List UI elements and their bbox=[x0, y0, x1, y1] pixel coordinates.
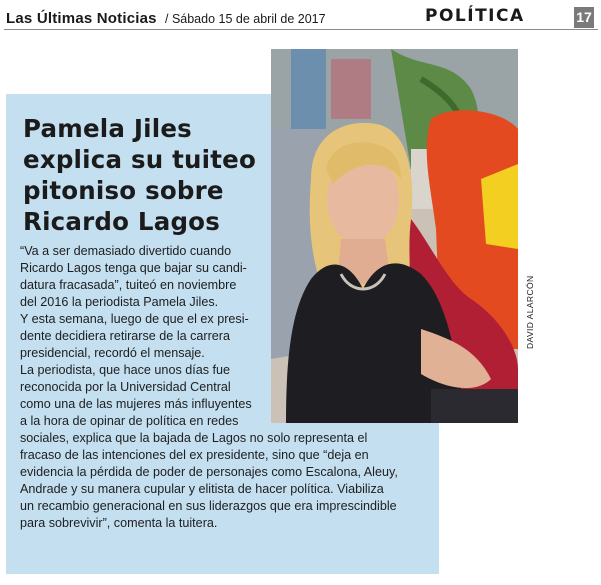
newspaper-name: Las Últimas Noticias bbox=[6, 10, 157, 27]
body-line: para sobrevivir”, comenta la tuitera. bbox=[20, 516, 218, 530]
body-line: La periodista, que hace unos días fue bbox=[20, 363, 231, 377]
body-line: Ricardo Lagos tenga que bajar su candi- bbox=[20, 261, 247, 275]
masthead-rule bbox=[4, 29, 598, 30]
headline-line: Pamela Jiles bbox=[23, 114, 192, 143]
body-line: evidencia la pérdida de poder de personajes como Escalona, Aleuy, bbox=[20, 465, 398, 479]
page-number: 17 bbox=[574, 7, 594, 28]
body-line: a la hora de opinar de política en redes bbox=[20, 414, 239, 428]
headline-line: explica su tuiteo bbox=[23, 145, 257, 174]
body-line: reconocida por la Universidad Central bbox=[20, 380, 231, 394]
photo-credit: DAVID ALARCÓN bbox=[525, 275, 535, 349]
headline-line: pitoniso sobre bbox=[23, 176, 224, 205]
body-line: un recambio generacional en sus liderazgos que era imprescindible bbox=[20, 499, 397, 513]
body-line: fracaso de las intenciones del ex presidente, sino que “deja en bbox=[20, 448, 369, 462]
issue-date: / Sábado 15 de abril de 2017 bbox=[165, 12, 326, 26]
body-line: datura fracasada”, tuiteó en noviembre bbox=[20, 278, 237, 292]
headline-line: Ricardo Lagos bbox=[23, 207, 220, 236]
body-line: del 2016 la periodista Pamela Jiles. bbox=[20, 295, 219, 309]
body-line: “Va a ser demasiado divertido cuando bbox=[20, 244, 232, 258]
body-line: como una de las mujeres más influyentes bbox=[20, 397, 252, 411]
body-line: Andrade y su manera cupular y elitista de hacer política. Viabiliza bbox=[20, 482, 384, 496]
portrait-photo bbox=[271, 49, 518, 423]
headline bbox=[23, 113, 283, 237]
masthead bbox=[0, 0, 601, 30]
section-title: POLÍTICA bbox=[425, 6, 525, 26]
body-line: sociales, explica que la bajada de Lagos no solo representa el bbox=[20, 431, 368, 445]
body-line: presidencial, recordó el mensaje. bbox=[20, 346, 205, 360]
body-line: dente decidiera retirarse de la carrera bbox=[20, 329, 231, 343]
body-line: Y esta semana, luego de que el ex presi- bbox=[20, 312, 249, 326]
